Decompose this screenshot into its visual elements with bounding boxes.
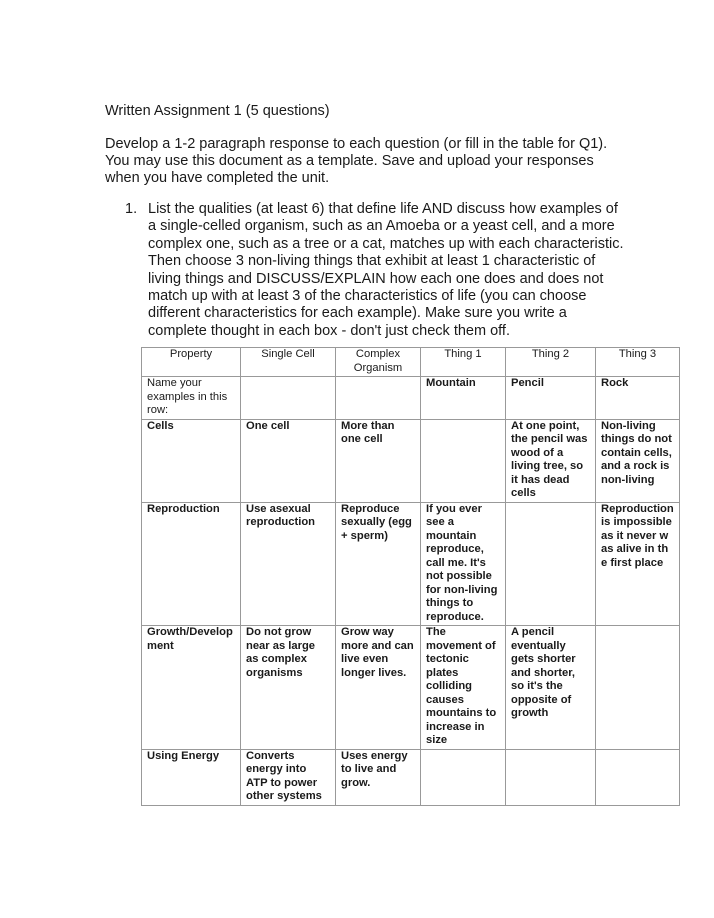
table-cell: Using Energy	[142, 749, 241, 805]
table-cell	[596, 749, 680, 805]
table-cell: Reproduce sexually (egg + sperm)	[336, 502, 421, 626]
question-line: List the qualities (at least 6) that define life AND discuss how examples of	[148, 201, 618, 217]
table-cell: Reproduction is impossible as it never was alive in the first place	[596, 502, 680, 626]
table-cell: One cell	[241, 419, 336, 502]
table-cell: Name your examples in this row:	[142, 377, 241, 420]
table-cell: Do not grow near as large as complex organisms	[241, 626, 336, 750]
table-cell: If you ever see a mountain reproduce, call me. It's not possible for non-living things to reproduce.	[421, 502, 506, 626]
question-line: different characteristics for each example). Make sure you write a	[148, 305, 567, 322]
question-line: complex one, such as a tree or a cat, matches up with each characteristic.	[148, 235, 624, 252]
table-cell	[506, 502, 596, 626]
table-cell	[421, 419, 506, 502]
question-line: Then choose 3 non-living things that exhibit at least 1 characteristic of	[148, 253, 596, 270]
question-line: living things and DISCUSS/EXPLAIN how each one does and does not	[148, 270, 604, 287]
table-cell: Uses energy to live and grow.	[336, 749, 421, 805]
header-thing-1: Thing 1	[421, 348, 506, 377]
intro-line: You may use this document as a template. Save and upload your responses	[105, 153, 594, 169]
table-row	[142, 502, 680, 626]
table-cell: The movement of tectonic plates colliding causes mountains to increase in size	[421, 626, 506, 750]
table-cell: More than one cell	[336, 419, 421, 502]
table-cell: Rock	[596, 377, 680, 420]
table-cell: At one point, the pencil was wood of a living tree, so it has dead cells	[506, 419, 596, 502]
table-cell: Use asexual reproduction	[241, 502, 336, 626]
table-row	[142, 377, 680, 420]
question-line: complete thought in each box - don't just check them off.	[148, 322, 510, 339]
table-row	[142, 419, 680, 502]
table-cell: Mountain	[421, 377, 506, 420]
header-complex-organism: Complex Organism	[336, 348, 421, 377]
intro-paragraph	[105, 136, 665, 187]
table-cell	[336, 377, 421, 420]
question-line: match up with at least 3 of the characteristics of life (you can choose	[148, 288, 587, 305]
header-property: Property	[142, 348, 241, 377]
table-cell: Growth/Development	[142, 626, 241, 750]
table-cell: Reproduction	[142, 502, 241, 626]
table-cell: A pencil eventually gets shorter and shorter, so it's the opposite of growth	[506, 626, 596, 750]
intro-line: when you have completed the unit.	[105, 170, 330, 186]
header-thing-3: Thing 3	[596, 348, 680, 377]
table-row	[142, 749, 680, 805]
question-text	[148, 201, 668, 340]
table-cell: Pencil	[506, 377, 596, 420]
table-cell	[596, 626, 680, 750]
table-cell: Cells	[142, 419, 241, 502]
table-cell	[506, 749, 596, 805]
intro-line: Develop a 1-2 paragraph response to each question (or fill in the table for Q1).	[105, 136, 608, 152]
table-row	[142, 626, 680, 750]
question-line: a single-celled organism, such as an Amoeba or a yeast cell, and a more	[148, 218, 615, 235]
table-cell: Converts energy into ATP to power other systems	[241, 749, 336, 805]
header-thing-2: Thing 2	[506, 348, 596, 377]
table-cell: Grow way more and can live even longer lives.	[336, 626, 421, 750]
question-number: 1.	[125, 201, 138, 217]
table-cell	[241, 377, 336, 420]
table-cell	[421, 749, 506, 805]
table-cell: Non-living things do not contain cells, and a rock is non-living	[596, 419, 680, 502]
header-single-cell: Single Cell	[241, 348, 336, 377]
characteristics-table	[141, 347, 680, 806]
assignment-title: Written Assignment 1 (5 questions)	[105, 103, 330, 119]
table-header-row	[142, 348, 680, 377]
